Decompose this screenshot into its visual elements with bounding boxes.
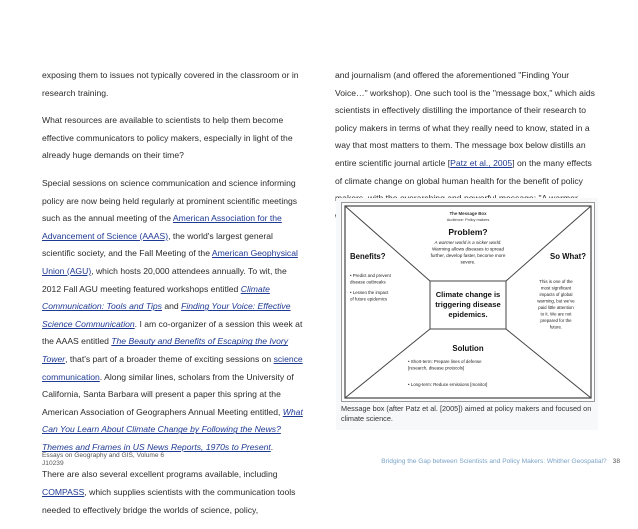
running-title: Bridging the Gap between Scientists and Policy Makers: Whither Geospatial? xyxy=(381,458,607,465)
text-run: . xyxy=(270,441,274,452)
header-subtitle: Audience: Policy makers xyxy=(446,217,490,222)
link-ivory-tower-session[interactable]: The Beauty and Benefits of Escaping the Ivory Tower xyxy=(42,336,289,364)
link-news-frames-paper[interactable]: What Can You Learn About Climate Change by Following the News? Themes and Frames in US News Reports, 1970s to Present xyxy=(42,406,303,452)
problem-line: Warming allows diseases to spread xyxy=(431,246,505,252)
link-science-communication[interactable]: science communication xyxy=(42,353,303,382)
so-what-line: impacts of global xyxy=(539,292,573,297)
message-box-figure xyxy=(336,198,598,430)
solution-title: Solution xyxy=(452,344,484,353)
footer-right xyxy=(381,458,620,465)
publication-code: J10239 xyxy=(42,460,64,467)
core-message-line: triggering disease xyxy=(435,300,501,309)
core-message-line: epidemics. xyxy=(448,310,488,319)
footer-left xyxy=(42,452,164,468)
text-run: There are also several excellent programs available, including xyxy=(42,469,278,480)
text-run: . Along similar lines, scholars from the University of California, Santa Barbara will present a paper this spring at the American Association of Geographers Annual Meeting entitled, xyxy=(42,371,294,417)
so-what-line: prepared for the xyxy=(540,318,572,323)
text-run: Special sessions on science communication and science informing policy are now being held regularly at prominent scientific meetings such as the annual meeting of the xyxy=(42,177,298,224)
text-run: , which hosts 20,000 attendees annually. To wit, the 2012 Fall AGU meeting featured workshops entitled xyxy=(42,265,287,294)
so-what-title: So What? xyxy=(550,252,586,261)
link-aaas[interactable]: American Association for the Advancement of Science (AAAS) xyxy=(42,213,282,241)
so-what-line: paid little attention xyxy=(538,305,574,310)
so-what-line: This is one of the xyxy=(539,279,573,284)
text-run: and journalism (and offered the aforementioned "Finding Your Voice…" workshop). One such tool is the "message box," which aids scientists in effectively distilling the importance of their research to policy makers in terms of what they really need to know, stated in a way that most matters to them. The message box below distills an entire scientific journal article [ xyxy=(335,70,595,168)
problem-line: A warmer world is a sicker world. xyxy=(434,240,502,245)
figure-caption: Message box (after Patz et al. [2005]) aimed at policy makers and focused on climate science. xyxy=(341,404,592,423)
solution-item: [research, disease protocols] xyxy=(408,365,465,371)
solution-item: • Short-term: Prepare lines of defense xyxy=(408,359,482,364)
text-run: , that's part of a broader theme of exciting sessions on xyxy=(65,353,274,364)
benefits-item: • Lessen the impact xyxy=(350,290,389,295)
link-agu[interactable]: American Geophysical Union (AGU) xyxy=(42,248,298,276)
paragraph-programs xyxy=(42,466,308,519)
text-run: , which supplies scientists with the communication tools needed to effectively bridge the worlds of science, policy, xyxy=(42,487,296,515)
so-what-line: to it. We are not xyxy=(540,311,572,317)
benefits-title: Benefits? xyxy=(350,252,386,261)
link-finding-your-voice-workshop[interactable]: Finding Your Voice: Effective Science Communication xyxy=(42,301,291,329)
text-run: , the world's largest general scientific society, and the Fall Meeting of the xyxy=(42,230,273,259)
core-message-line: Climate change is xyxy=(435,290,501,299)
benefits-item: of future epidemics xyxy=(350,296,388,302)
benefits-item: disease outbreaks xyxy=(350,279,386,285)
paragraph-special-sessions xyxy=(42,175,308,457)
paragraph-training: exposing them to issues not typically covered in the classroom or in research training. xyxy=(42,70,299,98)
benefits-item: • Predict and prevent xyxy=(350,273,391,278)
page-number: 38 xyxy=(612,458,620,465)
solution-item: • Long-term: Reduce emissions [monitor] xyxy=(408,382,488,387)
text-run: ] on the many effects of climate change on global human health for the benefit of policy xyxy=(335,157,592,186)
so-what-line: future. xyxy=(549,324,563,330)
problem-title: Problem? xyxy=(448,227,488,237)
so-what-line: most significant xyxy=(540,285,572,291)
link-climate-communication-workshop[interactable]: Climate Communication: Tools and Tips xyxy=(42,283,270,312)
text-run: . I am co-organizer of a session this week at the AAAS entitled xyxy=(42,318,303,347)
problem-line: further, develop faster, become more xyxy=(430,253,506,258)
link-patz-2005[interactable]: Patz et al., 2005 xyxy=(450,157,513,168)
header-title: The Message Box xyxy=(449,211,487,216)
text-run: and xyxy=(161,301,182,312)
message-box-diagram xyxy=(342,203,594,401)
message-box-image xyxy=(341,202,595,402)
series-title: Essays on Geography and GIS, Volume 6 xyxy=(42,452,165,459)
so-what-line: warming, but we've xyxy=(537,298,575,304)
paragraph-resources-question: What resources are available to scientists to help them become effective communicators to policy makers, especially in light of the already huge demands on their time? xyxy=(42,115,293,161)
link-compass[interactable]: COMPASS xyxy=(42,487,85,498)
problem-line: severe. xyxy=(460,259,476,265)
